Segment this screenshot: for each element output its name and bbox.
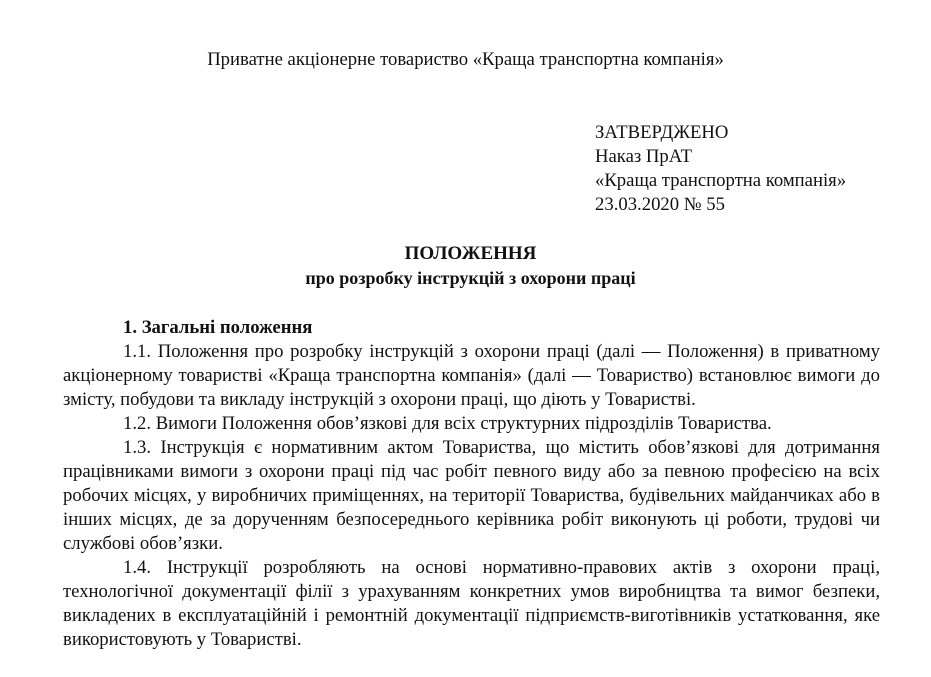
- paragraph-1-4: 1.4. Інструкції розробляють на основі нормативно-правових актів з охорони праці, технологічної документації філії з урахуванням конкретних умов виробництва та вимог безпеки, викладених в експлуатаційній і ремонтній документації підприємств-виготівників устатковання, яке використовують у Товаристві.: [63, 557, 880, 650]
- approval-date-number: 23.03.2020 № 55: [595, 194, 725, 215]
- document-title: ПОЛОЖЕННЯ: [404, 243, 537, 264]
- approval-order: Наказ ПрАТ: [595, 146, 693, 167]
- document-title-block: [0, 242, 931, 290]
- document-body: [63, 316, 880, 652]
- paragraph-1-3: 1.3. Інструкція є нормативним актом Товариства, що містить обов’язкові для дотримання працівниками вимоги з охорони праці під час робіт певного виду або за певною професією на всіх робочих місцях, у виробничих приміщеннях, на території Товариства, будівельних майданчиках або в інших місцях, де за дорученням безпосереднього керівника робіт виконують ці роботи, трудові чи службові обов’язки.: [63, 437, 880, 554]
- approval-company: «Краща транспортна компанія»: [595, 170, 847, 191]
- paragraph-1-1: 1.1. Положення про розробку інструкцій з охорони праці (далі — Положення) в приватному акціонерному товаристві «Краща транспортна компанія» (далі — Товариство) встановлює вимоги до змісту, побудови та викладу інструкцій з охорони праці, що діють у Товаристві.: [63, 341, 880, 410]
- section-heading: 1. Загальні положення: [123, 317, 313, 338]
- paragraph-1-2: 1.2. Вимоги Положення обов’язкові для всіх структурних підрозділів Товариства.: [123, 413, 772, 434]
- approval-status: ЗАТВЕРДЖЕНО: [595, 122, 729, 143]
- organization-name: Приватне акціонерне товариство «Краща транспортна компанія»: [207, 49, 724, 70]
- approval-stamp: [595, 121, 915, 217]
- document-subtitle: про розробку інструкцій з охорони праці: [305, 268, 636, 288]
